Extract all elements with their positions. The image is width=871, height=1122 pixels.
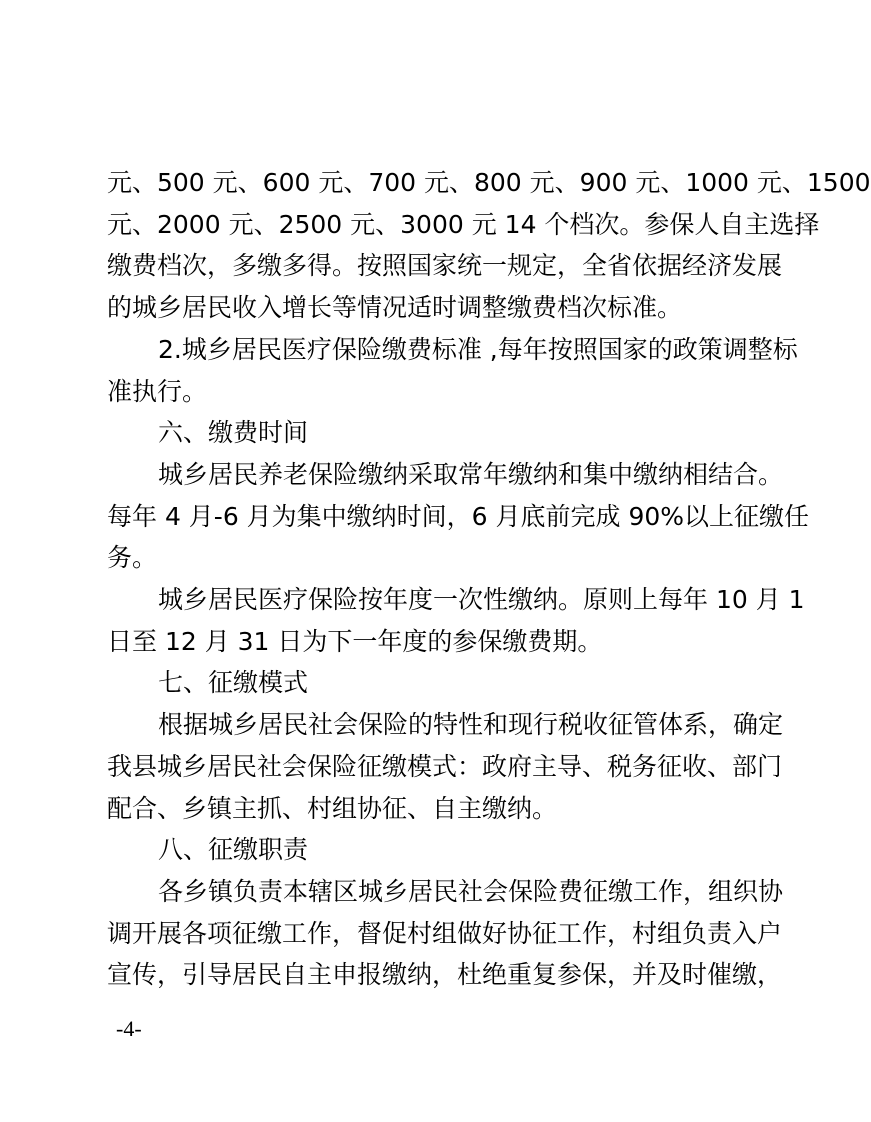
text-line: 每年 4 月-6 月为集中缴纳时间，6 月底前完成 90%以上征缴任 — [107, 501, 810, 531]
text-line: 调开展各项征缴工作，督促村组做好协征工作，村组负责入户 — [107, 918, 783, 948]
text-line: 缴费档次，多缴多得。按照国家统一规定，全省依据经济发展 — [107, 251, 783, 281]
text-line: 城乡居民养老保险缴纳采取常年缴纳和集中缴纳相结合。 — [158, 459, 784, 489]
text-line: 的城乡居民收入增长等情况适时调整缴费档次标准。 — [107, 293, 683, 323]
text-line: 准执行。 — [107, 376, 208, 406]
page-number: -4- — [116, 1016, 142, 1041]
text-line: 日至 12 月 31 日为下一年度的参保缴费期。 — [107, 626, 603, 656]
text-line: 元、2000 元、2500 元、3000 元 14 个档次。参保人自主选择 — [107, 209, 820, 239]
text-line: 各乡镇负责本辖区城乡居民社会保险费征缴工作，组织协 — [158, 876, 784, 906]
text-line: 务。 — [107, 543, 158, 573]
text-line: 元、500 元、600 元、700 元、800 元、900 元、1000 元、1500 — [107, 168, 871, 197]
text-line: 2.城乡居民医疗保险缴费标准 ,每年按照国家的政策调整标 — [158, 334, 798, 364]
section-heading: 八、征缴职责 — [158, 835, 309, 865]
text-line: 城乡居民医疗保险按年度一次性缴纳。原则上每年 10 月 1 — [158, 585, 805, 614]
text-line: 根据城乡居民社会保险的特性和现行税收征管体系，确定 — [158, 710, 784, 740]
text-line: 宣传，引导居民自主申报缴纳，杜绝重复参保，并及时催缴， — [107, 960, 783, 990]
text-line: 配合、乡镇主抓、村组协征、自主缴纳。 — [107, 793, 558, 823]
section-heading: 六、缴费时间 — [158, 418, 309, 448]
text-line: 我县城乡居民社会保险征缴模式：政府主导、税务征收、部门 — [107, 751, 783, 781]
section-heading: 七、征缴模式 — [158, 668, 309, 698]
